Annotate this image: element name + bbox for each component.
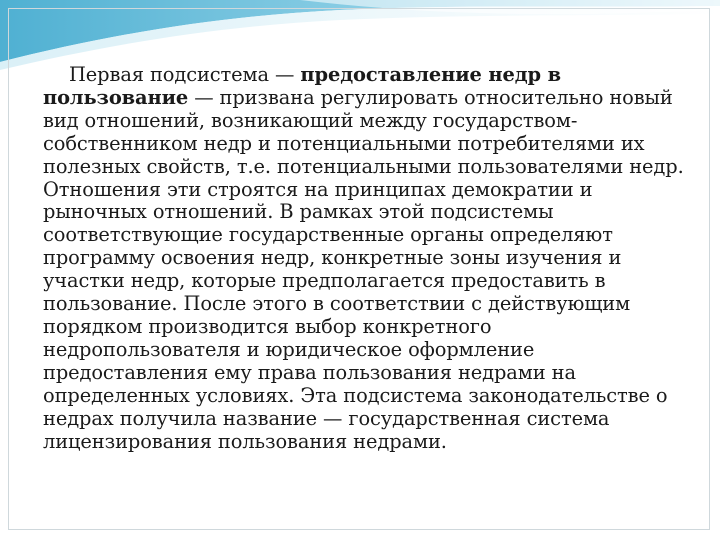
decorative-wave	[0, 0, 720, 70]
body-text	[43, 64, 693, 453]
paragraph-lead: Первая подсистема —	[69, 63, 301, 86]
paragraph	[43, 64, 693, 453]
paragraph-body: — призвана регулировать относительно новый вид отношений, возникающий между государством-собственником недр и потенциальными потребителями их полезных свойств, т.е. потенциальными пользователями недр. Отношения эти строятся на принципах демократии и рыночных отношений. В рамках этой подсистемы соответствующие государственные органы определяют программу освоения недр, конкретные зоны изучения и участки недр, которые предполагается предоставить в пользование. После этого в соответствии с действующим порядком производится выбор конкретного недропользователя и юридическое оформление предоставления ему права пользования недрами на определенных условиях. Эта подсистема законодательстве о недрах получила название — государственная система лицензирования пользования недрами.	[43, 85, 684, 453]
key-term: предоставление недр в пользование	[43, 63, 562, 109]
